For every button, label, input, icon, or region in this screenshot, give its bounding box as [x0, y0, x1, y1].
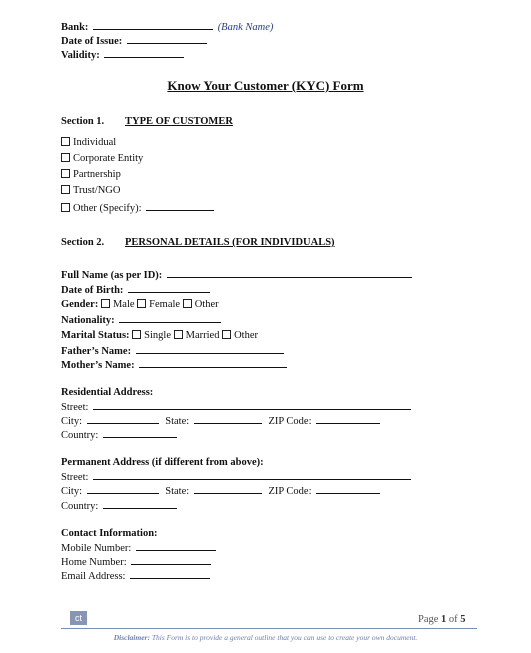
marital-line	[61, 329, 258, 342]
checkbox-female[interactable]	[137, 299, 146, 308]
bank-name-hint: (Bank Name)	[217, 22, 274, 33]
option-label: Other (Specify):	[73, 203, 142, 214]
page-of: of	[448, 614, 458, 625]
bank-field[interactable]	[93, 20, 213, 30]
country-label: Country:	[61, 430, 99, 441]
checkbox-partnership[interactable]	[61, 169, 70, 178]
date-of-issue-label: Date of Issue:	[61, 36, 123, 47]
checkbox-trust[interactable]	[61, 185, 70, 194]
permanent-country-line	[61, 499, 177, 513]
dob-field[interactable]	[128, 283, 210, 293]
residential-country-line	[61, 428, 177, 442]
residential-zip-field[interactable]	[316, 414, 380, 424]
date-of-issue-field[interactable]	[127, 34, 207, 44]
logo-icon: ct	[70, 611, 87, 625]
permanent-country-field[interactable]	[103, 499, 177, 509]
option-label: Trust/NGO	[73, 185, 121, 196]
state-label: State:	[165, 416, 190, 427]
street-label: Street:	[61, 472, 89, 483]
validity-field[interactable]	[104, 48, 184, 58]
gender-option-label: Other	[194, 299, 219, 310]
home-line	[61, 555, 211, 569]
father-label: Father’s Name:	[61, 346, 132, 357]
checkbox-individual[interactable]	[61, 137, 70, 146]
option-trust[interactable]	[61, 184, 120, 197]
option-other[interactable]	[61, 201, 214, 215]
mobile-field[interactable]	[136, 541, 216, 551]
checkbox-male[interactable]	[101, 299, 110, 308]
permanent-street-field[interactable]	[93, 470, 411, 480]
street-label: Street:	[61, 402, 89, 413]
disclaimer	[0, 633, 531, 642]
permanent-state-field[interactable]	[194, 484, 262, 494]
permanent-heading: Permanent Address (if different from above):	[61, 457, 264, 468]
section-1-title: TYPE OF CUSTOMER	[125, 116, 233, 127]
permanent-city-field[interactable]	[87, 484, 159, 494]
city-label: City:	[61, 416, 83, 427]
gender-label: Gender:	[61, 299, 99, 310]
home-label: Home Number:	[61, 557, 127, 568]
full-name-label: Full Name (as per ID):	[61, 270, 163, 281]
mobile-line	[61, 541, 216, 555]
page-current: 1	[441, 614, 447, 625]
full-name-field[interactable]	[167, 268, 412, 278]
email-field[interactable]	[130, 569, 210, 579]
permanent-street-line	[61, 470, 411, 484]
checkbox-single[interactable]	[132, 330, 141, 339]
nationality-line	[61, 313, 221, 327]
checkbox-other[interactable]	[61, 203, 70, 212]
validity-line	[61, 48, 184, 62]
residential-street-field[interactable]	[93, 400, 411, 410]
home-field[interactable]	[131, 555, 211, 565]
date-of-issue-line	[61, 34, 207, 48]
option-corporate[interactable]	[61, 152, 143, 165]
section-1-number: Section 1.	[61, 116, 105, 127]
residential-city-field[interactable]	[87, 414, 159, 424]
checkbox-marital-other[interactable]	[222, 330, 231, 339]
disclaimer-text: This Form is to provide a general outline that you can use to create your own document.	[151, 633, 418, 642]
bank-line	[61, 20, 273, 34]
option-individual[interactable]	[61, 136, 116, 149]
disclaimer-label: Disclaimer:	[113, 633, 150, 642]
section-2-heading	[61, 236, 335, 249]
mother-field[interactable]	[139, 358, 287, 368]
page-number	[418, 614, 466, 625]
other-specify-field[interactable]	[146, 201, 214, 211]
father-field[interactable]	[136, 344, 284, 354]
option-partnership[interactable]	[61, 168, 121, 181]
validity-label: Validity:	[61, 50, 100, 61]
email-line	[61, 569, 210, 583]
contact-heading: Contact Information:	[61, 528, 158, 539]
bank-label: Bank:	[61, 22, 89, 33]
marital-option-label: Married	[185, 330, 220, 341]
gender-option-label: Female	[149, 299, 181, 310]
option-label: Partnership	[73, 169, 121, 180]
state-label: State:	[165, 486, 190, 497]
nationality-label: Nationality:	[61, 315, 115, 326]
marital-label: Marital Status:	[61, 330, 130, 341]
residential-city-line	[61, 414, 380, 428]
zip-label: ZIP Code:	[268, 416, 312, 427]
checkbox-married[interactable]	[174, 330, 183, 339]
dob-line	[61, 283, 210, 297]
gender-option-label: Male	[112, 299, 135, 310]
country-label: Country:	[61, 501, 99, 512]
residential-heading: Residential Address:	[61, 387, 154, 398]
section-2-number: Section 2.	[61, 237, 105, 248]
marital-option-label: Single	[144, 330, 172, 341]
mother-label: Mother’s Name:	[61, 360, 135, 371]
checkbox-gender-other[interactable]	[183, 299, 192, 308]
checkbox-corporate[interactable]	[61, 153, 70, 162]
mother-line	[61, 358, 287, 372]
zip-label: ZIP Code:	[268, 486, 312, 497]
marital-option-label: Other	[234, 330, 259, 341]
email-label: Email Address:	[61, 571, 126, 582]
option-label: Corporate Entity	[73, 153, 144, 164]
footer-divider	[61, 628, 477, 629]
gender-line	[61, 298, 219, 311]
residential-state-field[interactable]	[194, 414, 262, 424]
nationality-field[interactable]	[119, 313, 221, 323]
permanent-zip-field[interactable]	[316, 484, 380, 494]
page-total: 5	[460, 614, 466, 625]
mobile-label: Mobile Number:	[61, 543, 132, 554]
section-2-title: PERSONAL DETAILS (FOR INDIVIDUALS)	[125, 237, 335, 248]
full-name-line	[61, 268, 412, 282]
city-label: City:	[61, 486, 83, 497]
father-line	[61, 344, 284, 358]
option-label: Individual	[73, 137, 117, 148]
residential-street-line	[61, 400, 411, 414]
residential-country-field[interactable]	[103, 428, 177, 438]
dob-label: Date of Birth:	[61, 285, 124, 296]
form-title: Know Your Customer (KYC) Form	[167, 78, 364, 93]
permanent-city-line	[61, 484, 380, 498]
page-word: Page	[418, 614, 439, 625]
section-1-heading	[61, 115, 233, 128]
